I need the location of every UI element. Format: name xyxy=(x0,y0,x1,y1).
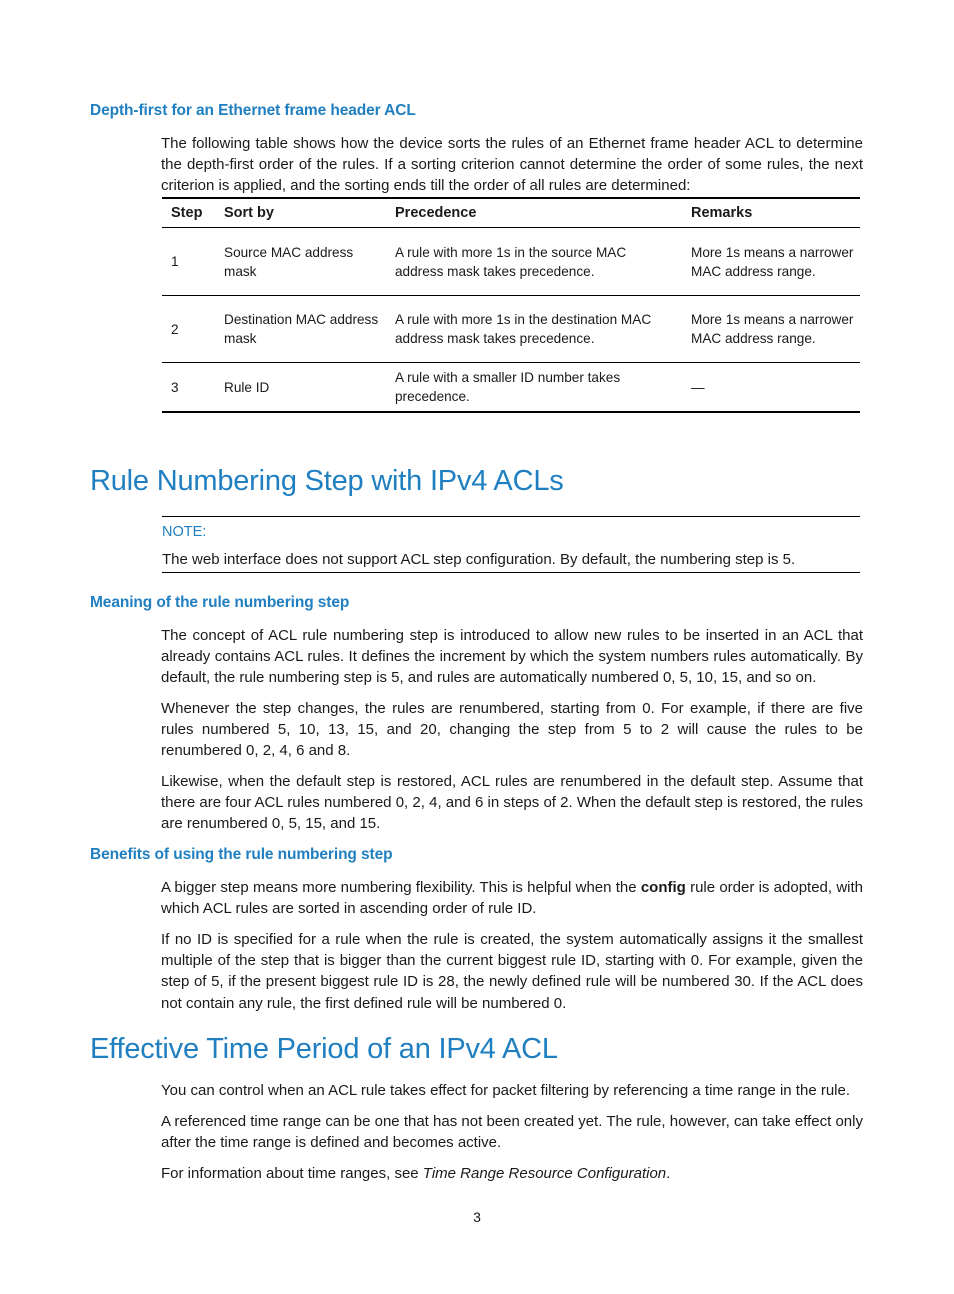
cell-step: 2 xyxy=(162,296,215,363)
meaning-paragraph-2: Whenever the step changes, the rules are renumbered, starting from 0. For example, if there are five rules numbered 5, 10, 13, 15, and 20, changing the step from 5 to 2 will cause the rules to be renumbered 0, 2, 4, 6 and 8. xyxy=(161,700,863,760)
config-keyword: config xyxy=(640,879,686,896)
cell-precedence: A rule with more 1s in the source MAC address mask takes precedence. xyxy=(386,228,682,296)
cell-sort-by: Source MAC address mask xyxy=(215,228,386,296)
cell-precedence: A rule with more 1s in the destination MAC address mask takes precedence. xyxy=(386,296,682,363)
time-paragraph-3 xyxy=(161,1163,863,1184)
note-text: The web interface does not support ACL step configuration. By default, the numbering step is 5. xyxy=(162,551,796,568)
cell-step: 3 xyxy=(162,363,215,413)
time-p3-text-before: For information about time ranges, see xyxy=(161,1165,423,1182)
cell-sort-by: Destination MAC address mask xyxy=(215,296,386,363)
table-row xyxy=(162,296,860,363)
time-paragraph-1: You can control when an ACL rule takes effect for packet filtering by referencing a time range in the rule. xyxy=(161,1082,851,1099)
note-top-rule xyxy=(162,516,860,517)
table-header-row xyxy=(162,198,860,228)
subsection-heading-benefits: Benefits of using the rule numbering step xyxy=(90,846,393,863)
sort-criteria-table xyxy=(162,197,860,413)
section-heading-depth-first: Depth-first for an Ethernet frame header ACL xyxy=(90,102,416,119)
time-range-reference: Time Range Resource Configuration xyxy=(422,1165,667,1182)
meaning-paragraph-3: Likewise, when the default step is restored, ACL rules are renumbered in the default step. Assume that there are four ACL rules numbered 0, 2, 4, and 6 in steps of 2. When the default step is restored, the rules are renumbered 0, 5, 15, and 15. xyxy=(161,773,863,833)
cell-remarks: — xyxy=(682,363,860,413)
column-header-precedence: Precedence xyxy=(386,198,682,228)
note-bottom-rule xyxy=(162,572,860,573)
section-title-effective-time: Effective Time Period of an IPv4 ACL xyxy=(90,1033,558,1065)
column-header-remarks: Remarks xyxy=(682,198,860,228)
intro-paragraph: The following table shows how the device sorts the rules of an Ethernet frame header ACL to determine the depth-first order of the rules. If a sorting criterion cannot determine the order of some rules, the next criterion is applied, and the sorting ends till the order of all rules are determined: xyxy=(161,135,863,195)
benefits-p1-text-before: A bigger step means more numbering flexibility. This is helpful when the xyxy=(161,879,641,896)
subsection-heading-meaning: Meaning of the rule numbering step xyxy=(90,594,350,611)
table-row xyxy=(162,228,860,296)
column-header-step: Step xyxy=(162,198,215,228)
column-header-sort-by: Sort by xyxy=(215,198,386,228)
cell-remarks: More 1s means a narrower MAC address range. xyxy=(682,296,860,363)
time-p3-text-after: . xyxy=(666,1165,671,1182)
note-label: NOTE: xyxy=(162,524,207,540)
cell-precedence: A rule with a smaller ID number takes precedence. xyxy=(386,363,682,413)
benefits-p1-text-after: rule order is adopted, with which ACL rules are sorted in ascending order of rule ID. xyxy=(161,879,863,918)
cell-step: 1 xyxy=(162,228,215,296)
meaning-paragraph-1: The concept of ACL rule numbering step is introduced to allow new rules to be inserted in an ACL that already contains ACL rules. It defines the increment by which the system numbers rules automatically. By default, the rule numbering step is 5, and rules are automatically numbered 0, 5, 10, 15, and so on. xyxy=(161,627,863,687)
benefits-paragraph-1 xyxy=(161,877,863,919)
time-paragraph-2: A referenced time range can be one that has not been created yet. The rule, however, can take effect only after the time range is defined and becomes active. xyxy=(161,1113,863,1152)
cell-remarks: More 1s means a narrower MAC address range. xyxy=(682,228,860,296)
section-title-rule-numbering: Rule Numbering Step with IPv4 ACLs xyxy=(90,465,564,497)
page-number: 3 xyxy=(473,1209,481,1225)
benefits-paragraph-2: If no ID is specified for a rule when the rule is created, the system automatically assigns it the smallest multiple of the step that is bigger than the current biggest rule ID, starting with 0. For example, given the step of 5, if the present biggest rule ID is 28, the newly defined rule will be numbered 30. If the ACL does not contain any rule, the first defined rule will be numbered 0. xyxy=(161,931,863,1012)
table-row xyxy=(162,363,860,413)
cell-sort-by: Rule ID xyxy=(215,363,386,413)
